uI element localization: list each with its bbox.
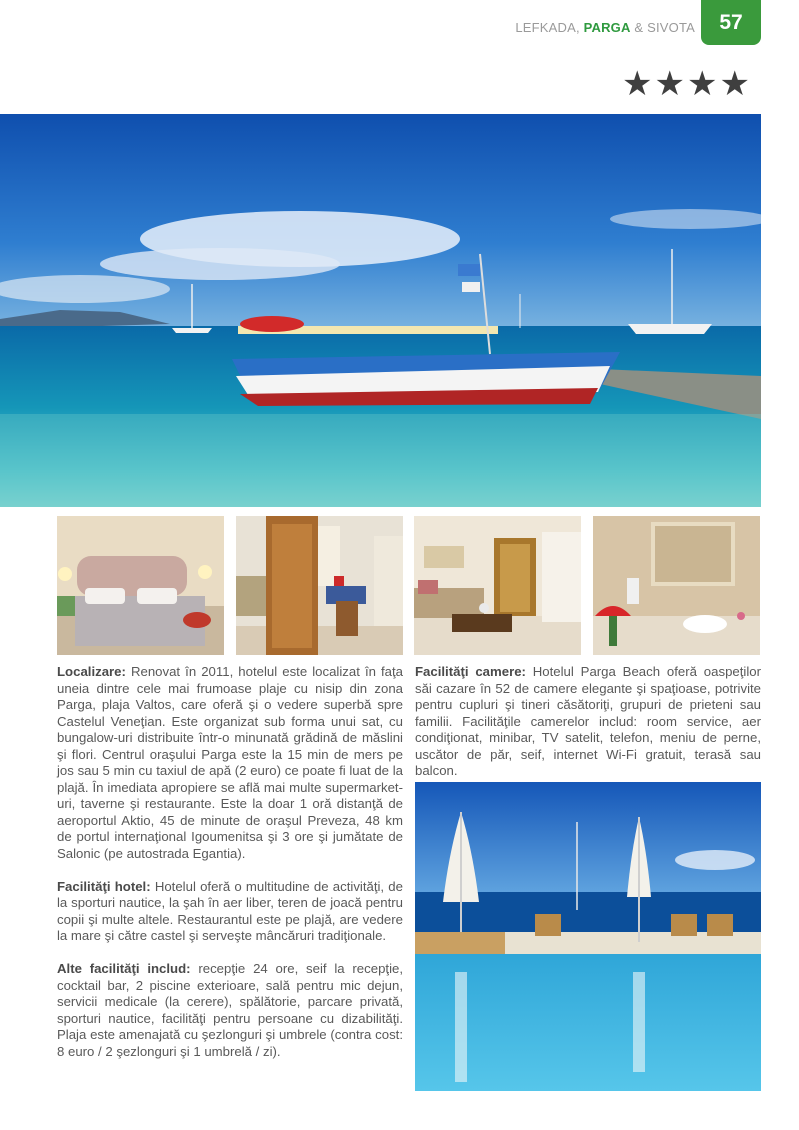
section-localizare — [57, 664, 403, 862]
section-facilitati-hotel — [57, 879, 403, 945]
section-label: Alte facilităţi includ: — [57, 961, 191, 976]
section-text: Renovat în 2011, hotelul este localizat în faţa uneia dintre cele mai frumoase plaje cu nisip din zona Parga, plaja Valtos, care oferă şi o vedere superbă spre Castelul Veneţian. Este organizat sub forma unui sat, cu bungalow-uri distribuite într-o minunată grădină de măslini şi flori. Centrul oraşului Parga este la 15 min de mers pe jos sau 5 min cu taxiul de apă (2 euro) ce poate fi luat de la plajă. În imediata apropiere se află mai multe supermarket-uri, taverne şi restaurante. Este la doar 1 oră distanţă de aeroportul Aktio, 45 de minute de oraşul Preveza, 48 km de portul internaţional Igoumenitsa şi 3 ore şi jumătate de Salonic (pe autostrada Egantia). — [57, 664, 403, 861]
living-room-photo — [414, 516, 581, 655]
page-number: 57 — [719, 10, 743, 34]
header-region-post: & SIVOTA — [630, 20, 695, 35]
page-number-badge — [701, 0, 761, 45]
section-text: Hotelul Parga Beach oferă oaspeţilor săi cazare în 52 de camere elegante şi spaţioase, potrivite pentru cupluri şi tineri căsătoriţi, grupuri de prieteni sau familii. Facilităţile camerelor includ: room service, aer condiţionat, minibar, TV satelit, telefon, meniu de perne, uscător de păr, seif, internet Wi-Fi gratuit, terasă sau balcon. — [415, 664, 761, 778]
left-column — [57, 664, 403, 1077]
section-label: Facilităţi hotel: — [57, 878, 151, 894]
header-region-pre: LEFKADA, — [515, 20, 584, 35]
star-rating: ★★★★ — [622, 65, 752, 103]
room-interior-photo — [236, 516, 403, 655]
bedroom-photo — [57, 516, 224, 655]
header-nav — [515, 20, 695, 35]
bathroom-photo — [593, 516, 760, 655]
section-label: Facilităţi camere: — [415, 664, 526, 679]
section-text: recepţie 24 ore, seif la recepţie, cocktail bar, 2 piscine exterioare, sală pentru mic dejun, servicii medicale (la cerere), spălătorie, parcare privată, sporturi nautice, facilităţi pentru persoane cu dizabilităţi. Plaja este amenajată cu şezlonguri şi umbrele (contra cost: 8 euro / 2 şezlonguri şi 1 umbrelă / zi). — [57, 961, 403, 1059]
section-text: Hotelul oferă o multitudine de activităţi, de la sporturi nautice, la şah în aer liber, teren de joacă pentru copii şi multe altele. Restaurantul este pe plajă, are vedere la mare şi către castel şi serveşte mâncăruri tradiţionale. — [57, 878, 403, 943]
pool-photo — [415, 782, 761, 1091]
header-region-highlight: PARGA — [583, 20, 631, 35]
right-column — [415, 664, 761, 796]
section-facilitati-camere — [415, 664, 761, 780]
section-label: Localizare: — [57, 664, 126, 679]
section-alte-facilitati — [57, 961, 403, 1060]
boat-sea-photo — [0, 114, 761, 507]
